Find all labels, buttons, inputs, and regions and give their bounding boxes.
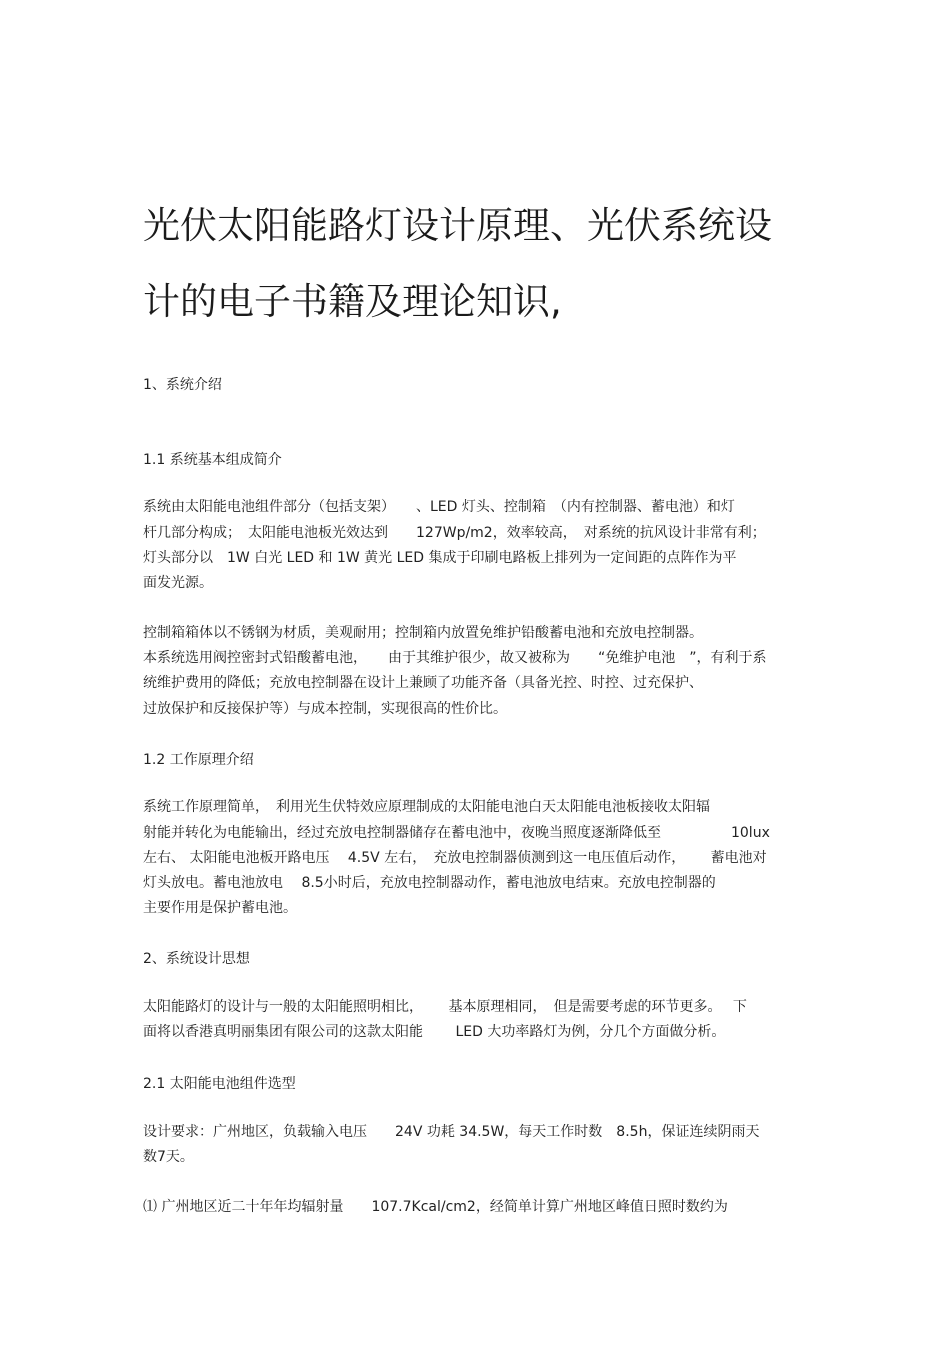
paragraph-2-line-1: 控制箱箱体以不锈钢为材质，美观耐用；控制箱内放置免维护铅酸蓄电池和充放电控制器。 [143, 625, 703, 641]
paragraph-5-line-1: 设计要求：广州地区，负载输入电压 24V 功耗 34.5W，每天工作时数 8.5h，保证连续阴雨天 [143, 1124, 760, 1140]
paragraph-1-line-1: 系统由太阳能电池组件部分（包括支架） 、LED 灯头、控制箱 （内有控制器、蓄电池）和灯 [143, 499, 735, 515]
document-title-line-1: 光伏太阳能路灯设计原理、光伏系统设 [143, 204, 772, 247]
paragraph-3-line-2: 射能并转化为电能输出，经过充放电控制器储存在蓄电池中，夜晚当照度逐渐降低至 10lux [143, 825, 770, 841]
section-1-2-heading: 1.2 工作原理介绍 [143, 752, 254, 768]
paragraph-3-line-1: 系统工作原理简单， 利用光生伏特效应原理制成的太阳能电池白天太阳能电池板接收太阳辐 [143, 799, 710, 815]
paragraph-4-line-2: 面将以香港真明丽集团有限公司的这款太阳能 LED 大功率路灯为例，分几个方面做分析。 [143, 1024, 726, 1040]
paragraph-6-line-1: ⑴ 广州地区近二十年年均辐射量 107.7Kcal/cm2，经简单计算广州地区峰值日照时数约为 [143, 1199, 728, 1215]
paragraph-1-line-2: 杆几部分构成； 太阳能电池板光效达到 127Wp/m2，效率较高， 对系统的抗风设计非常有利； [143, 525, 766, 541]
paragraph-2-line-2: 本系统选用阀控密封式铅酸蓄电池， 由于其维护很少，故又被称为 “免维护电池 ”，有利于系 [143, 650, 767, 666]
section-2-heading: 2、系统设计思想 [143, 951, 250, 967]
section-1-1-heading: 1.1 系统基本组成简介 [143, 452, 282, 468]
paragraph-1-line-3: 灯头部分以 1W 白光 LED 和 1W 黄光 LED 集成于印刷电路板上排列为一定间距的点阵作为平 [143, 550, 737, 566]
paragraph-3-line-3: 左右、 太阳能电池板开路电压 4.5V 左右， 充放电控制器侦测到这一电压值后动作， 蓄电池对 [143, 850, 767, 866]
paragraph-3-line-4: 灯头放电。蓄电池放电 8.5小时后，充放电控制器动作，蓄电池放电结束。充放电控制器的 [143, 875, 716, 891]
section-2-1-heading: 2.1 太阳能电池组件选型 [143, 1076, 296, 1092]
paragraph-2-line-4: 过放保护和反接保护等）与成本控制，实现很高的性价比。 [143, 701, 507, 717]
paragraph-1-line-4: 面发光源。 [143, 575, 213, 591]
paragraph-2-line-3: 统维护费用的降低；充放电控制器在设计上兼顾了功能齐备（具备光控、时控、过充保护、 [143, 675, 703, 691]
document-title-line-2: 计的电子书籍及理论知识, [143, 280, 562, 323]
section-1-heading: 1、系统介绍 [143, 377, 222, 393]
paragraph-5-line-2: 数7天。 [143, 1149, 194, 1165]
paragraph-4-line-1: 太阳能路灯的设计与一般的太阳能照明相比， 基本原理相同， 但是需要考虑的环节更多。 下 [143, 999, 747, 1015]
paragraph-3-line-5: 主要作用是保护蓄电池。 [143, 900, 297, 916]
